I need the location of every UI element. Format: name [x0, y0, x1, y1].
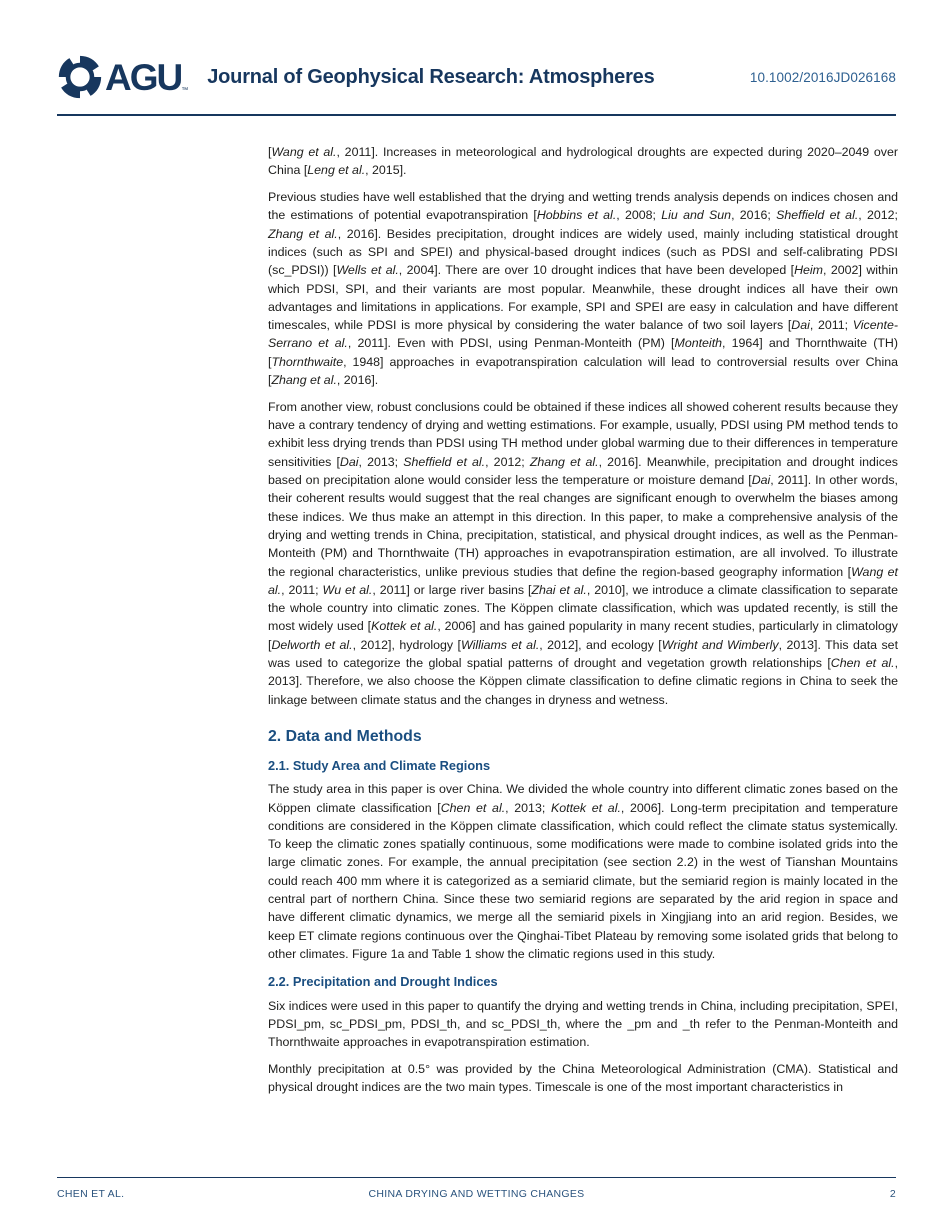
citation-author: Wu et al.: [322, 582, 373, 597]
subsection-heading: 2.1. Study Area and Climate Regions: [268, 757, 491, 773]
citation-author: Zhang et al.: [271, 373, 337, 388]
citation-author: Hobbins et al.: [536, 208, 617, 223]
citation-author: Chen et al.: [440, 800, 506, 815]
footer-running-title: CHINA DRYING AND WETTING CHANGES: [368, 1188, 585, 1200]
citation-author: Wright and Wimberly: [661, 637, 779, 652]
article-body: [268, 143, 898, 1105]
citation-author: Wang et al.: [268, 564, 899, 597]
page-header: [57, 54, 896, 116]
paragraph: Six indices were used in this paper to quantify the drying and wetting trends in China, including precipitation, SPEI, PDSI_pm, sc_PDSI_pm, PDSI_th, and sc_PDSI_th, where the _pm and _th refer to the Penman-Monteith and Thornthwaite approaches in evapotranspiration estimation.: [268, 998, 898, 1050]
citation-author: Chen et al.: [830, 656, 895, 671]
citation-author: Vicente-Serrano et al.: [268, 318, 898, 351]
paragraph: [Wang et al., 2011]. Increases in meteorological and hydrological droughts are expected during 2020–2049 over China [Leng et al., 2015].: [268, 145, 898, 178]
section-heading: 2. Data and Methods: [268, 727, 422, 745]
citation-author: Dai: [751, 473, 771, 488]
footer-authors: CHEN ET AL.: [57, 1188, 125, 1200]
citation-author: Kottek et al.: [371, 619, 438, 634]
agu-swirl-icon: [57, 54, 103, 100]
citation-author: Dai: [791, 318, 810, 333]
citation-author: Delworth et al.: [271, 637, 353, 652]
agu-logo-text: AGU ™: [105, 56, 189, 98]
paragraph: Previous studies have well established that the drying and wetting trends analysis depends on indices chosen and the estimations of potential evapotranspiration [Hobbins et al., 2008; Liu and Sun, 2016; Sheffield et al., 2012; Zhang et al., 2016]. Besides precipitation, drought indices are widely used, mainly including statistical drought indices (such as SPI and SPEI) and physical-based drought indices (such as PDSI and self-calibrating PDSI (sc_PDSI)) [Wells et al., 2004]. There are over 10 drought indices that have been developed [Heim, 2002] within which PDSI, SPI, and their variants are most popular. Meanwhile, these drought indices all have their own advantages and limitations in applications. For example, SPI and SPEI are easy in calculation and have different timescales, while PDSI is more physical by considering the water balance of two soil layers [Dai, 2011; Vicente-Serrano et al., 2011]. Even with PDSI, using Penman-Monteith (PM) [Monteith, 1964] and Thornthwaite (TH) [Thornthwaite, 1948] approaches in evapotranspiration calculation will lead to controversial results over China [Zhang et al., 2016].: [268, 190, 898, 388]
citation-author: Thornthwaite: [271, 354, 344, 369]
journal-title: Journal of Geophysical Research: Atmospheres: [207, 65, 655, 88]
citation-author: Zhai et al.: [531, 582, 587, 597]
citation-author: Liu and Sun: [661, 208, 732, 223]
page-footer: [57, 1177, 896, 1200]
citation-author: Dai: [339, 454, 359, 469]
paragraph: Monthly precipitation at 0.5° was provided by the China Meteorological Administration (CMA). Statistical and physical drought indices are the two main types. Timescale is one of the most important characteristics in: [268, 1061, 898, 1095]
citation-author: Sheffield et al.: [776, 208, 859, 223]
citation-author: Kottek et al.: [550, 800, 621, 815]
citation-author: Heim: [794, 263, 824, 278]
footer-page-number: 2: [889, 1188, 896, 1200]
citation-author: Williams et al.: [460, 637, 540, 652]
trademark-mark: ™: [181, 86, 189, 94]
paragraph: The study area in this paper is over China. We divided the whole country into different climatic zones based on the Köppen climate classification [Chen et al., 2013; Kottek et al., 2006]. Long-term precipitation and temperature conditions are considered in the Köppen climate classification, which could reflect the climate status systemically. To keep the climatic zones spatially continuous, some modifications were made to combine isolated grids into the large climatic zones. For example, the annual precipitation (see section 2.2) in the west of Tianshan Mountains could reach 400 mm where it is categorized as a semiarid climate, but the semiarid region is mainly located in the central part of northern China. Since these two semiarid regions are separated by the arid region in space and have different climatic dynamics, we merge all the semiarid pixels in Xingjiang into an arid region. Besides, we keep ET climate regions continuous over the Qinghai-Tibet Plateau by removing some isolated grids that belong to other climates. Figure 1a and Table 1 show the climatic regions used in this study.: [268, 782, 898, 961]
citation-author: Zhang et al.: [529, 454, 599, 469]
citation-author: Wang et al.: [271, 145, 337, 159]
citation-author: Monteith: [674, 336, 723, 351]
citation-author: Sheffield et al.: [403, 454, 486, 469]
citation-author: Zhang et al.: [268, 226, 338, 241]
citation-author: Leng et al.: [307, 163, 366, 178]
doi-label: 10.1002/2016JD026168: [749, 69, 896, 85]
subsection-heading: 2.2. Precipitation and Drought Indices: [268, 974, 498, 990]
paragraph: From another view, robust conclusions could be obtained if these indices all showed coherent results because they have a contrary tendency of drying and wetting estimations. For example, usually, PDSI using PM method tends to exhibit less drying trends than PDSI using TH method under global warming due to their differences in temperature sensitivities [Dai, 2013; Sheffield et al., 2012; Zhang et al., 2016]. Meanwhile, precipitation and drought indices based on precipitation alone would consider less the temperature or moisture demand [Dai, 2011]. In other words, their coherent results would suggest that the real changes are significant enough to overwhelm the biases among these indices. We thus make an attempt in this direction. In this paper, to make a comprehensive analysis of the drying and wetting trends in China, precipitation, statistical, and physical drought indices, as well as the Penman-Monteith (PM) and Thornthwaite (TH) approaches in evapotranspiration estimation, are all involved. To illustrate the regional characteristics, unlike previous studies that define the region-based geography information [Wang et al., 2011; Wu et al., 2011] or large river basins [Zhai et al., 2010], we introduce a climate classification to separate the whole country into climatic zones. The Köppen climate classification, which was updated recently, is still the most widely used [Kottek et al., 2006] and has gained popularity in many recent studies, particularly in climatology [Delworth et al., 2012], hydrology [Williams et al., 2012], and ecology [Wright and Wimberly, 2013]. This data set was used to categorize the global spatial patterns of drought and vegetation growth relationships [Chen et al., 2013]. Therefore, we also choose the Köppen climate classification to define climatic regions in China to seek the linkage between climate status and the changes in dryness and wetness.: [268, 399, 899, 707]
agu-logo: [57, 54, 189, 100]
citation-author: Wells et al.: [336, 263, 399, 278]
